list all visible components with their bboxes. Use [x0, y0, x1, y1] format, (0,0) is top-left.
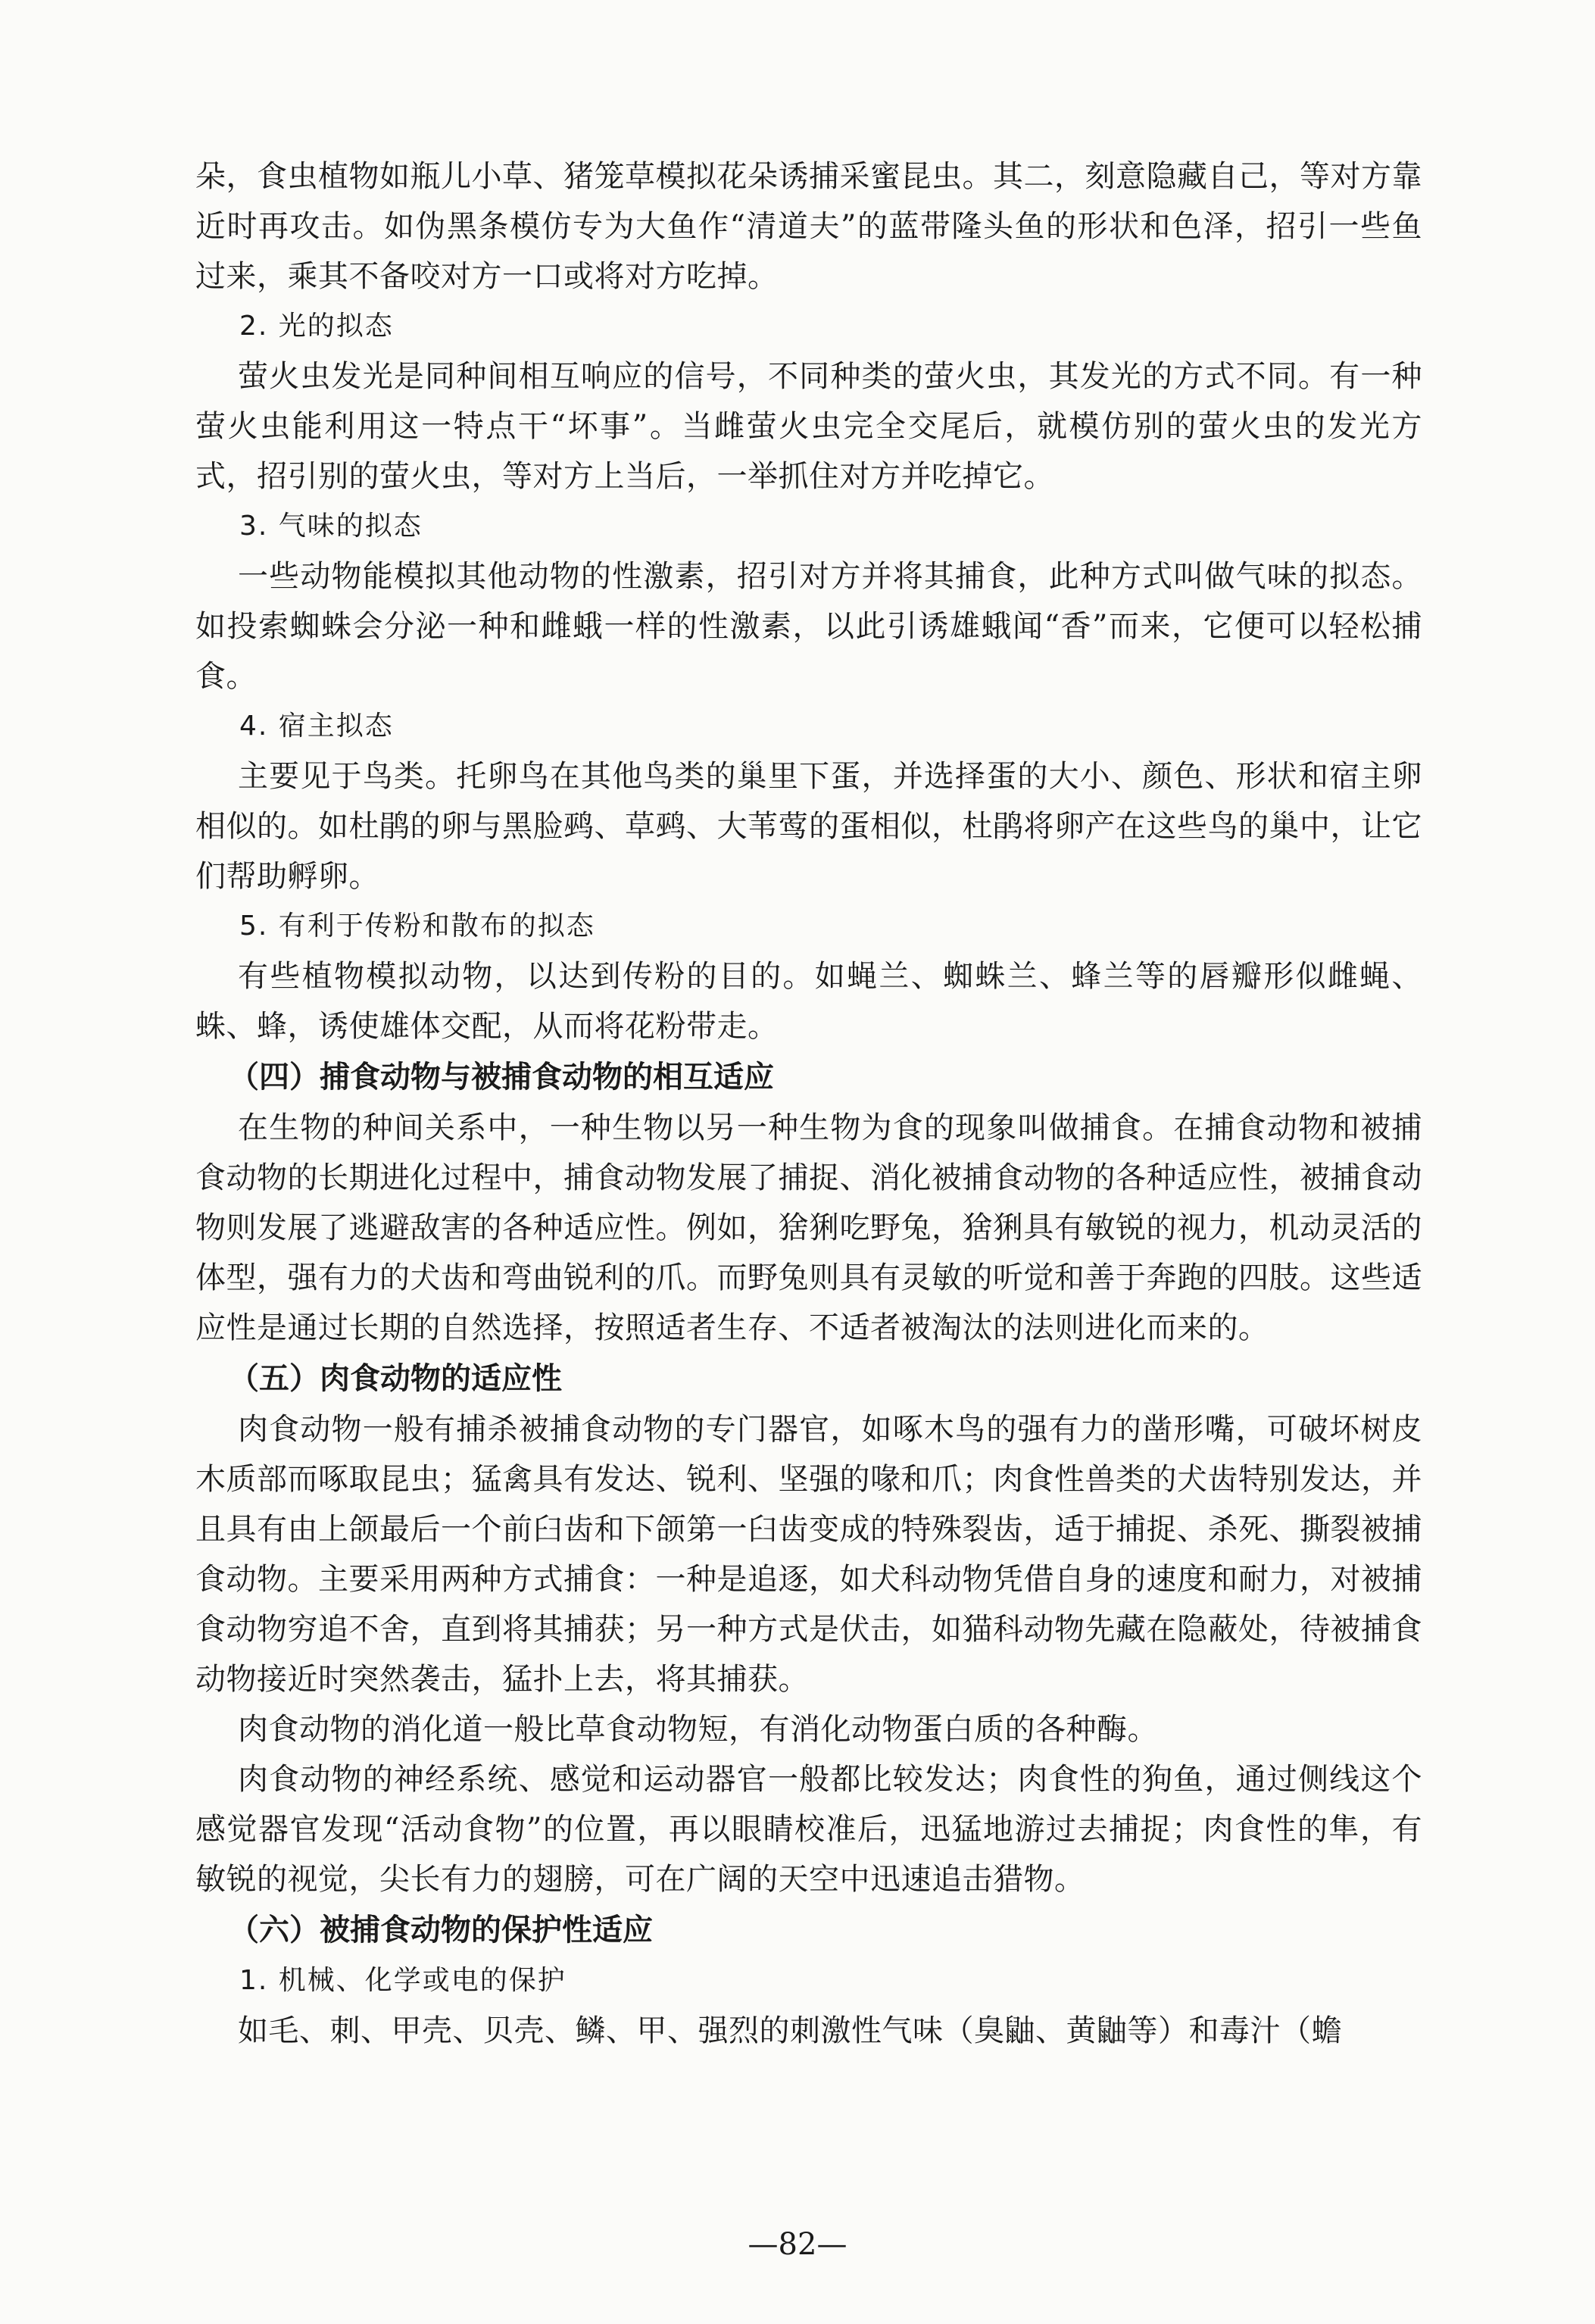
paragraph-pollination-mimicry: 有些植物模拟动物，以达到传粉的目的。如蝇兰、蜘蛛兰、蜂兰等的唇瓣形似雌蝇、蛛、蜂，诱使雄体交配，从而将花粉带走。 — [195, 959, 1422, 1044]
section-heading-5: （五）肉食动物的适应性 — [229, 1361, 562, 1396]
paragraph-carnivore-organs: 肉食动物一般有捕杀被捕食动物的专门器官，如啄木鸟的强有力的凿形嘴，可破坏树皮木质部而啄取昆虫；猛禽具有发达、锐利、坚强的喙和爪；肉食性兽类的犬齿特别发达，并且具有由上颌最后一个前臼齿和下颌第一臼齿变成的特殊裂齿，适于捕捉、杀死、撕裂被捕食动物。主要采用两种方式捕食：一种是追逐，如犬科动物凭借自身的速度和耐力，对被捕食动物穷追不舍，直到将其捕获；另一种方式是伏击，如猫科动物先藏在隐蔽处，待被捕食动物接近时突然袭击，猛扑上去，将其捕获。 — [195, 1412, 1422, 1697]
subheading-smell-mimicry: 3. 气味的拟态 — [239, 511, 423, 542]
section-heading-4: （四）捕食动物与被捕食动物的相互适应 — [229, 1060, 774, 1095]
page-number: —82— — [748, 2227, 847, 2262]
subheading-host-mimicry: 4. 宿主拟态 — [239, 711, 394, 742]
subheading-pollination-mimicry: 5. 有利于传粉和散布的拟态 — [239, 911, 595, 942]
paragraph-predator-prey: 在生物的种间关系中，一种生物以另一种生物为食的现象叫做捕食。在捕食动物和被捕食动物的长期进化过程中，捕食动物发展了捕捉、消化被捕食动物的各种适应性，被捕食动物则发展了逃避敌害的各种适应性。例如，猞猁吃野兔，猞猁具有敏锐的视力，机动灵活的体型，强有力的犬齿和弯曲锐利的爪。而野兔则具有灵敏的听觉和善于奔跑的四肢。这些适应性是通过长期的自然选择，按照适者生存、不适者被淘汰的法则进化而来的。 — [195, 1110, 1422, 1345]
paragraph-smell-mimicry: 一些动物能模拟其他动物的性激素，招引对方并将其捕食，此种方式叫做气味的拟态。如投索蜘蛛会分泌一种和雌蛾一样的性激素，以此引诱雄蛾闻“香”而来，它便可以轻松捕食。 — [195, 559, 1422, 694]
subheading-mechanical-protection: 1. 机械、化学或电的保护 — [239, 1965, 567, 1996]
section-heading-6: （六）被捕食动物的保护性适应 — [229, 1913, 653, 1948]
paragraph-light-mimicry: 萤火虫发光是同种间相互响应的信号，不同种类的萤火虫，其发光的方式不同。有一种萤火虫能利用这一特点干“坏事”。当雌萤火虫完全交尾后，就模仿别的萤火虫的发光方式，招引别的萤火虫，等对方上当后，一举抓住对方并吃掉它。 — [195, 359, 1422, 494]
paragraph-mechanical-protection: 如毛、刺、甲壳、贝壳、鳞、甲、强烈的刺激性气味（臭鼬、黄鼬等）和毒汁（蟾 — [238, 2013, 1342, 2048]
body-text — [195, 151, 1422, 2056]
paragraph-host-mimicry: 主要见于鸟类。托卵鸟在其他鸟类的巢里下蛋，并选择蛋的大小、颜色、形状和宿主卵相似的。如杜鹃的卵与黑脸鹀、草鹀、大苇莺的蛋相似，杜鹃将卵产在这些鸟的巢中，让它们帮助孵卵。 — [195, 759, 1422, 894]
paragraph-carnivore-senses: 肉食动物的神经系统、感觉和运动器官一般都比较发达；肉食性的狗鱼，通过侧线这个感觉器官发现“活动食物”的位置，再以眼睛校准后，迅猛地游过去捕捉；肉食性的隼，有敏锐的视觉，尖长有力的翅膀，可在广阔的天空中迅速追击猎物。 — [195, 1762, 1422, 1897]
paragraph-mimicry-lure: 朵，食虫植物如瓶儿小草、猪笼草模拟花朵诱捕采蜜昆虫。其二，刻意隐藏自己，等对方靠近时再攻击。如伪黑条模仿专为大鱼作“清道夫”的蓝带隆头鱼的形状和色泽，招引一些鱼过来，乘其不备咬对方一口或将对方吃掉。 — [195, 159, 1422, 294]
paragraph-carnivore-digestion: 肉食动物的消化道一般比草食动物短，有消化动物蛋白质的各种酶。 — [238, 1712, 1158, 1747]
subheading-light-mimicry: 2. 光的拟态 — [239, 311, 394, 342]
